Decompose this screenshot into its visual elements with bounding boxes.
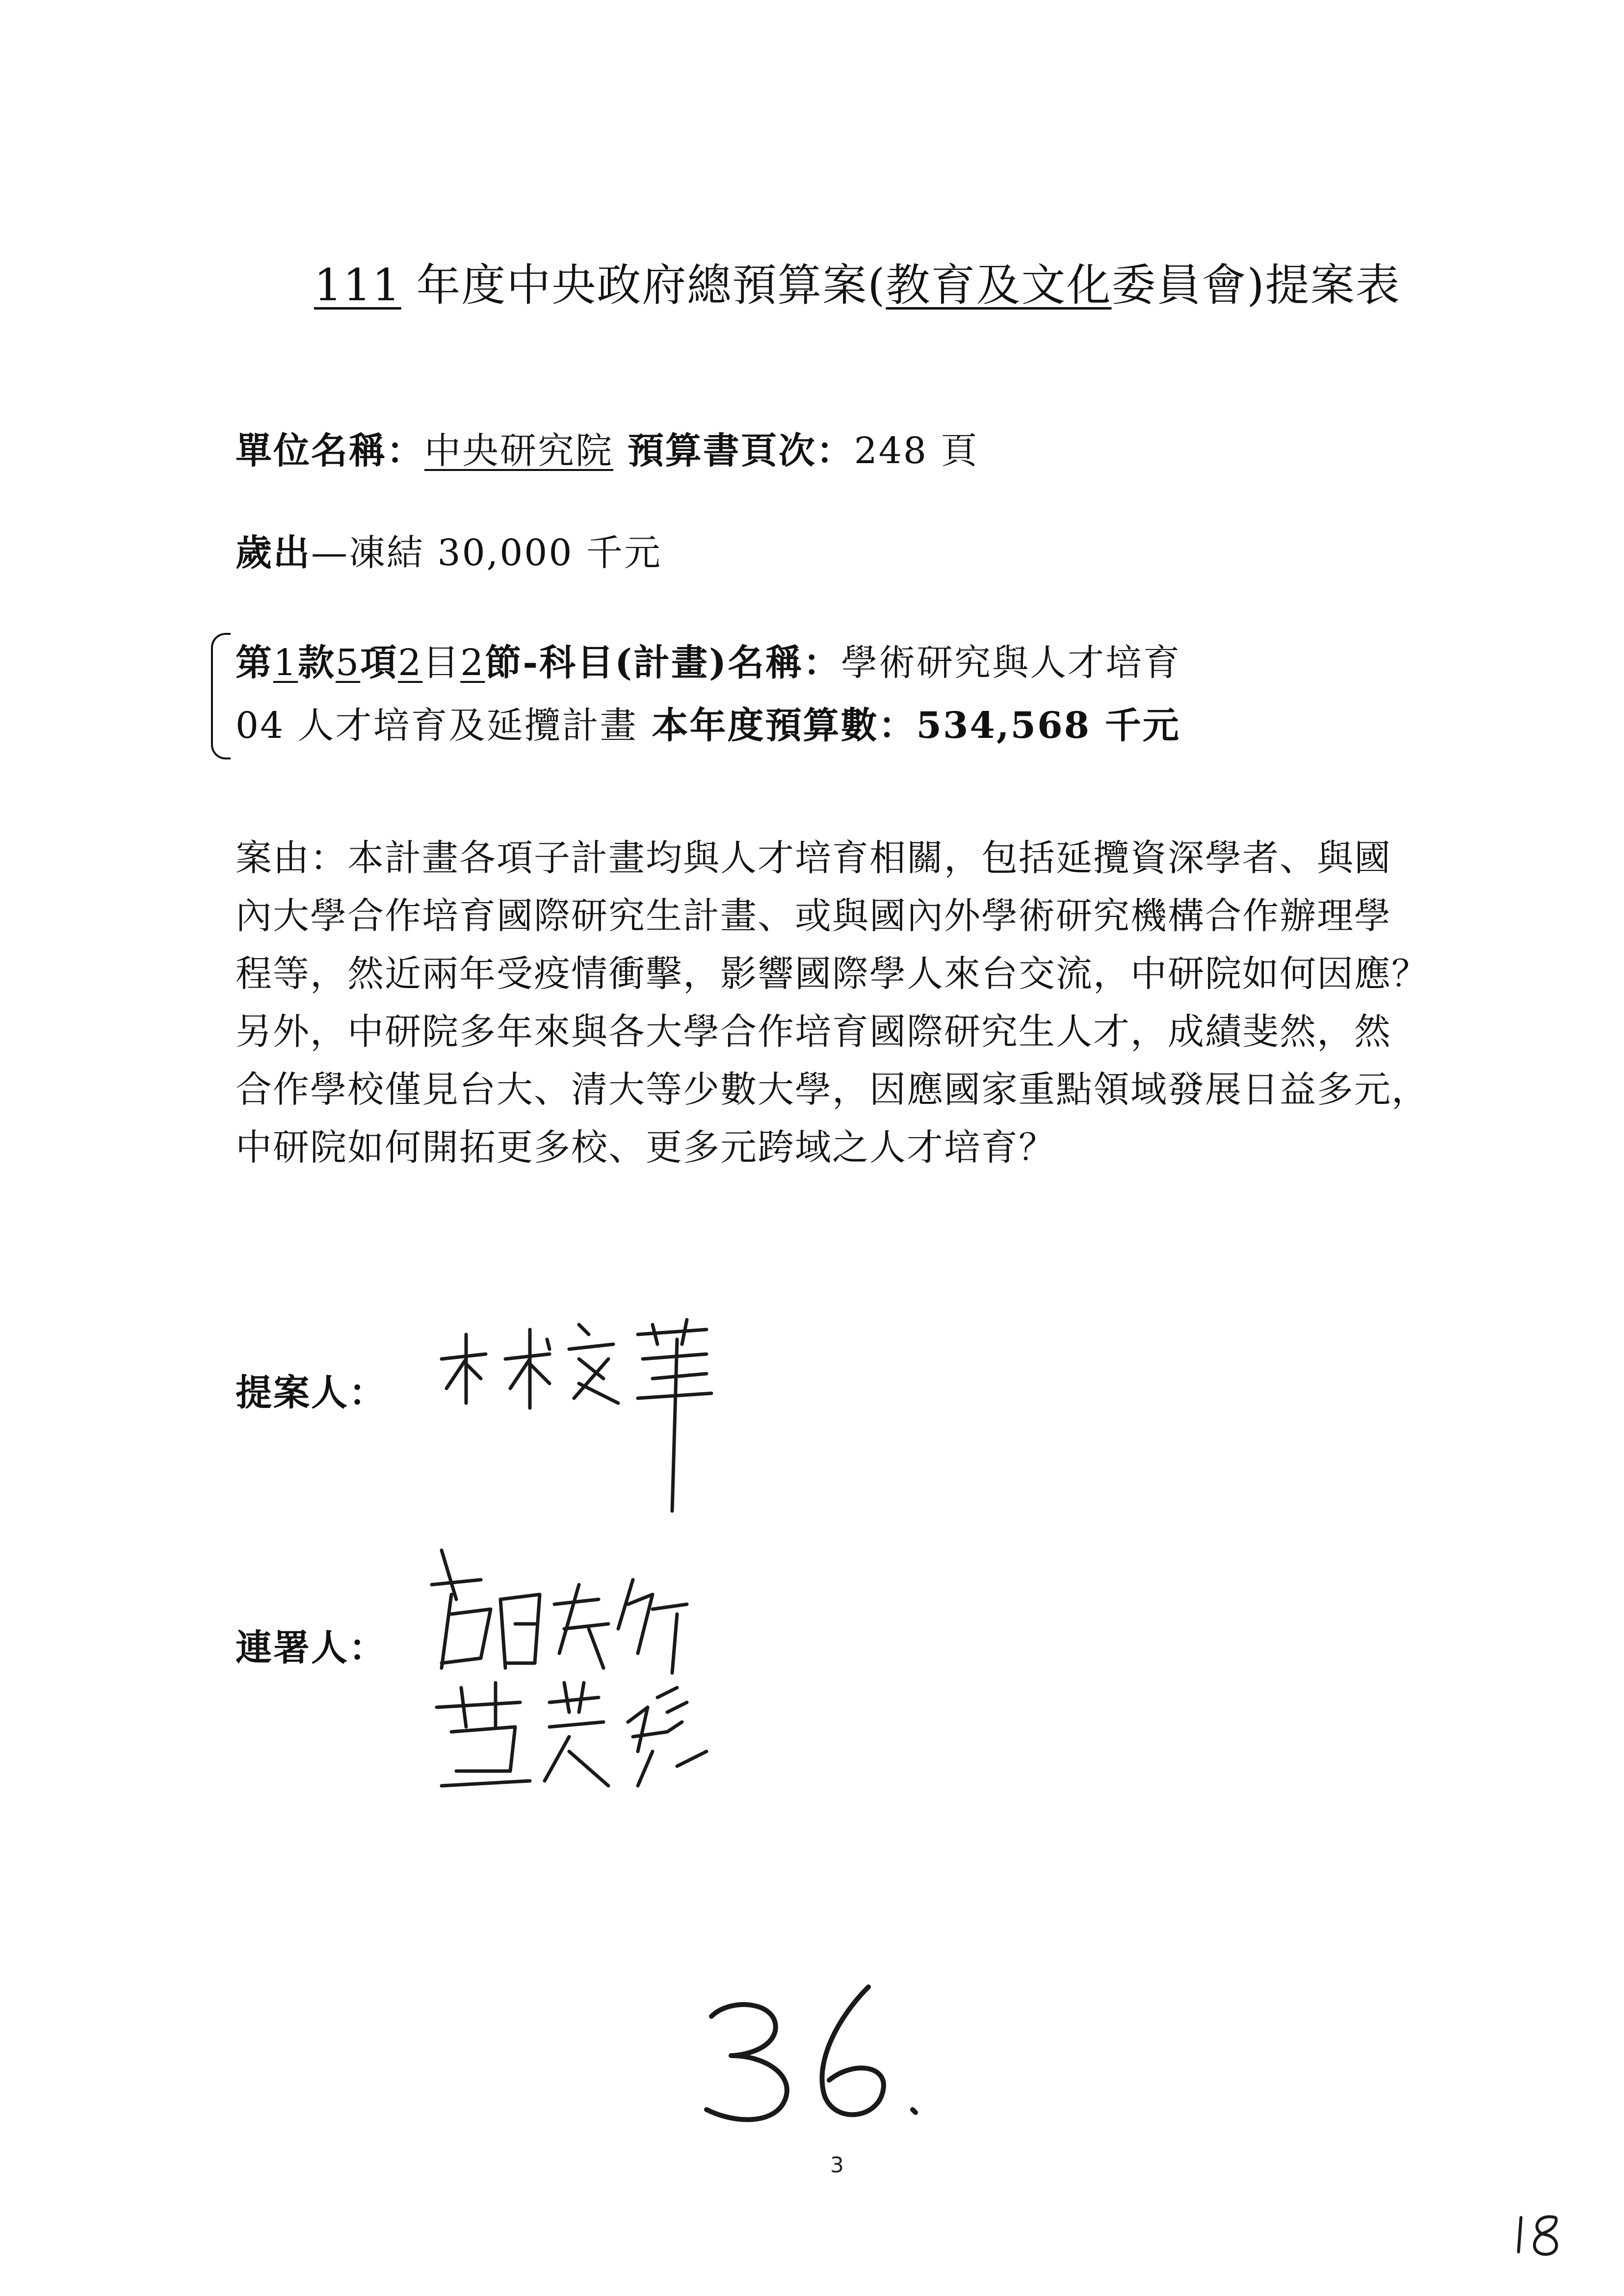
item-xiang-number: 5 — [336, 642, 361, 684]
expenditure-line — [236, 524, 662, 576]
page-value: 248 頁 — [854, 430, 979, 472]
proposer-signature — [432, 1305, 746, 1521]
reason-paragraph — [236, 829, 1452, 1176]
item-program-name: 學術研究與人才培育 — [841, 642, 1181, 684]
reason-line: 中研院如何開拓更多校、更多元跨域之人才培育？ — [236, 1126, 1056, 1169]
item-part: 目 — [422, 642, 461, 684]
unit-name: 中央研究院 — [424, 430, 613, 472]
unit-label: 單位名稱： — [236, 430, 424, 472]
title-part2: 委員會)提案表 — [1111, 260, 1401, 311]
handwritten-number-mark — [682, 1977, 957, 2134]
item-part: 款 — [298, 642, 336, 684]
proposer-label: 提案人： — [236, 1372, 387, 1414]
reason-line: 案由：本計畫各項子計畫均與人才培育相關，包括延攬資深學者、與國 — [236, 837, 1391, 879]
item-jie-number: 2 — [460, 642, 485, 684]
item-part: 第 — [236, 642, 273, 684]
item-budget: 本年度預算數：534,568 千元 — [637, 704, 1180, 747]
item-kuan-number: 1 — [273, 642, 298, 684]
expenditure-label: 歲出 — [236, 532, 311, 574]
title-year: 111 — [314, 260, 401, 311]
reason-line: 另外，中研院多年來與各大學合作培育國際研究生人才，成績斐然，然 — [236, 1011, 1391, 1053]
handwritten-corner-mark — [1511, 2208, 1570, 2262]
unit-line — [236, 422, 979, 474]
cosigner-signature-2 — [422, 1668, 736, 1815]
title-part1: 年度中央政府總預算案( — [401, 260, 886, 311]
item-part: 節-科目(計畫)名稱： — [485, 642, 841, 684]
item-mu-number: 2 — [398, 642, 423, 684]
title-committee: 教育及文化 — [886, 260, 1112, 311]
cosigner-signature-1 — [422, 1540, 736, 1688]
item-line-1 — [236, 634, 1181, 686]
reason-line: 合作學校僅見台大、清大等少數大學，因應國家重點領域發展日益多元， — [236, 1069, 1429, 1111]
reason-line: 程等，然近兩年受疫情衝擊，影響國際學人來台交流，中研院如何因應？ — [236, 953, 1429, 995]
cosigner-label: 連署人： — [236, 1627, 387, 1669]
item-line-2 — [236, 697, 1180, 749]
item-part: 項 — [360, 642, 398, 684]
page-number: 3 — [830, 2153, 844, 2178]
item-bracket — [211, 633, 231, 759]
page-label: 預算書頁次： — [613, 430, 854, 472]
document-title — [314, 249, 1401, 313]
item-code: 04 人才培育及延攬計畫 — [236, 704, 638, 747]
reason-line: 內大學合作培育國際研究生計畫、或與國內外學術研究機構合作辦理學 — [236, 895, 1391, 937]
expenditure-text: —凍結 30,000 千元 — [311, 532, 662, 574]
